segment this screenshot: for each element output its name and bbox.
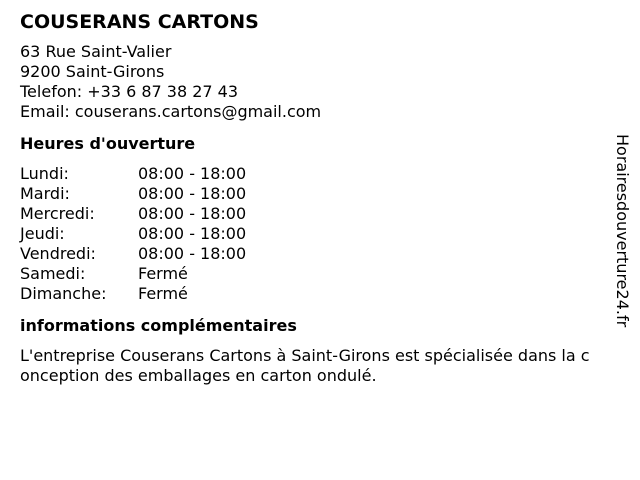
- day-label: Vendredi:: [20, 244, 96, 263]
- opening-hours-heading: Heures d'ouverture: [20, 134, 196, 153]
- phone-number: Telefon: +33 6 87 38 27 43: [20, 82, 239, 101]
- day-label: Mardi:: [20, 184, 70, 203]
- day-hours: Fermé: [138, 284, 188, 303]
- day-label: Samedi:: [20, 264, 86, 283]
- hours-row: [20, 224, 600, 244]
- site-watermark: Horairesdouverture24.fr: [613, 134, 632, 328]
- business-card: [20, 10, 600, 386]
- day-hours: Fermé: [138, 264, 188, 283]
- hours-row: [20, 184, 600, 204]
- address-city: 9200 Saint-Girons: [20, 62, 165, 81]
- day-label: Jeudi:: [20, 224, 65, 243]
- hours-row: [20, 264, 600, 284]
- day-label: Mercredi:: [20, 204, 95, 223]
- email-address: Email: couserans.cartons@gmail.com: [20, 102, 322, 121]
- hours-row: [20, 284, 600, 304]
- address-street: 63 Rue Saint-Valier: [20, 42, 172, 61]
- day-hours: 08:00 - 18:00: [138, 164, 247, 183]
- business-name: COUSERANS CARTONS: [20, 11, 259, 33]
- day-hours: 08:00 - 18:00: [138, 224, 247, 243]
- hours-row: [20, 164, 600, 184]
- day-hours: 08:00 - 18:00: [138, 184, 247, 203]
- hours-row: [20, 244, 600, 264]
- day-label: Lundi:: [20, 164, 69, 183]
- day-label: Dimanche:: [20, 284, 107, 303]
- day-hours: 08:00 - 18:00: [138, 244, 247, 263]
- day-hours: 08:00 - 18:00: [138, 204, 247, 223]
- opening-hours-list: [20, 164, 600, 304]
- business-description: L'entreprise Couserans Cartons à Saint-Girons est spécialisée dans la conception des emballages en carton ondulé.: [20, 346, 590, 385]
- additional-info-heading: informations complémentaires: [20, 316, 297, 335]
- hours-row: [20, 204, 600, 224]
